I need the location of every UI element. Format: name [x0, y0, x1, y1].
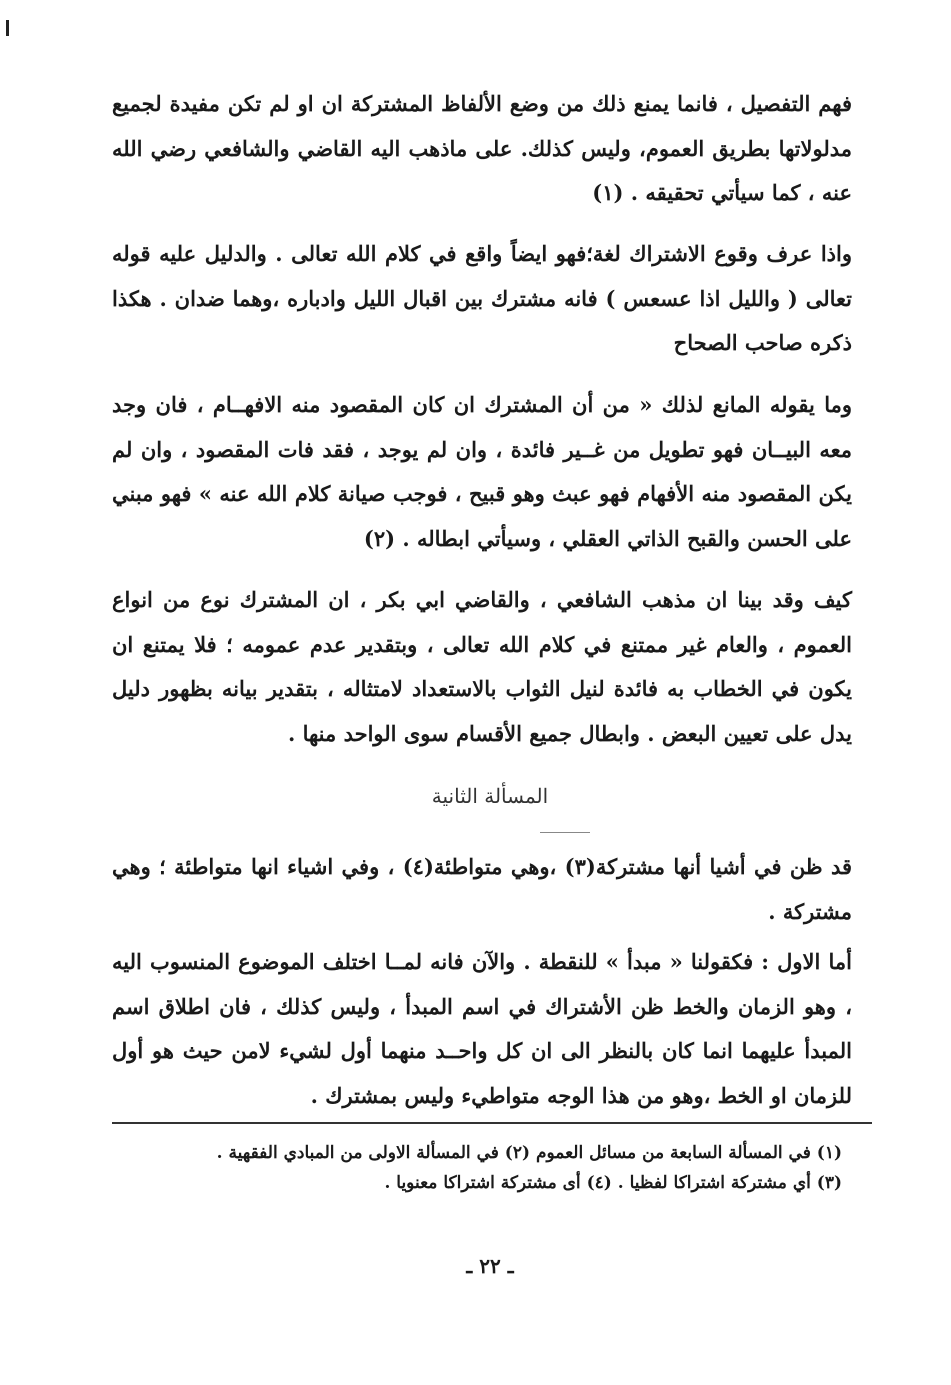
footnotes [200, 1138, 842, 1198]
section-title: المسألة الثانية [431, 784, 549, 808]
paragraph-1: فهم التفصيل ، فانما يمنع ذلك من وضع الألفاظ المشتركة ان او لم تكن مفيدة لجميع مدلولاتها بطريق العموم، وليس كذلك. على ماذهب اليه القاضي والشافعي رضي الله عنه ، كما سيأتي تحقيقه . (١) [112, 91, 853, 205]
paragraph-3: وما يقوله المانع لذلك « من أن المشترك ان كان المقصود منه الافهــام ، فان وجد معه البيــان فهو تطويل من غــير فائدة ، وان لم يوجد ، فقد فات المقصود ، وان لم يكن المقصود منه الأفهام فهو عبث وهو قبيح ، فوجب صيانة كلام الله عنه » فهو مبني على الحسن والقبح الذاتي العقلي ، وسيأتي ابطاله . (٢) [112, 392, 852, 551]
paragraph-6: أما الاول : فكقولنا « مبدأ » للنقطة . والآن فانه لمــا اختلف الموضوع المنسوب اليه ، وهو الزمان والخط ظن الأشتراك في اسم المبدأ ، وليس كذلك ، فان اطلاق اسم المبدأ عليهما انما كان بالنظر الى ان كل واحــد منهما أول لشيء لامن حيث هو أول للزمان او الخط ،وهو من هذا الوجه متواطيء وليس بمشترك . [112, 949, 852, 1108]
footnote-line-1: (١) في المسألة السابعة من مسائل العموم (٢) في المسألة الاولى من المبادي الفقهية . [216, 1143, 842, 1163]
section-title-rule [540, 832, 590, 833]
paragraph-2: واذا عرف وقوع الاشتراك لغة؛فهو ايضاً واقع في كلام الله تعالى . والدليل عليه قوله تعالى ( والليل اذا عسعس ) فانه مشترك بين اقبال الليل وادباره ،وهما ضدان . هكذا ذكره صاحب الصحاح [112, 241, 852, 355]
footnote-line-2: (٣) أي مشتركة اشتراكا لفظيا . (٤) أى مشتركة اشتراكا معنويا . [384, 1173, 842, 1193]
paragraph-4: كيف وقد بينا ان مذهب الشافعي ، والقاضي ابي بكر ، ان المشترك نوع من انواع العموم ، والعام غير ممتنع في كلام الله تعالى ، وبتقدير عدم عمومه ؛ فلا يمتنع ان يكون في الخطاب به فائدة لنيل الثواب بالاستعداد لامتثاله ، بتقدير بيانه بظهور دليل يدل على تعيين البعض . وابطال جميع الأقسام سوى الواحد منها . [112, 587, 852, 746]
paragraph-5: قد ظن في أشيا أنها مشتركة(٣) ،وهي متواطئة(٤) ، وفي اشياء انها متواطئة ؛ وهي مشتركة . [112, 854, 853, 924]
page-edge-mark [6, 20, 9, 36]
footnote-separator [112, 1122, 872, 1124]
page-number: ـ ٢٢ ـ [466, 1254, 514, 1278]
